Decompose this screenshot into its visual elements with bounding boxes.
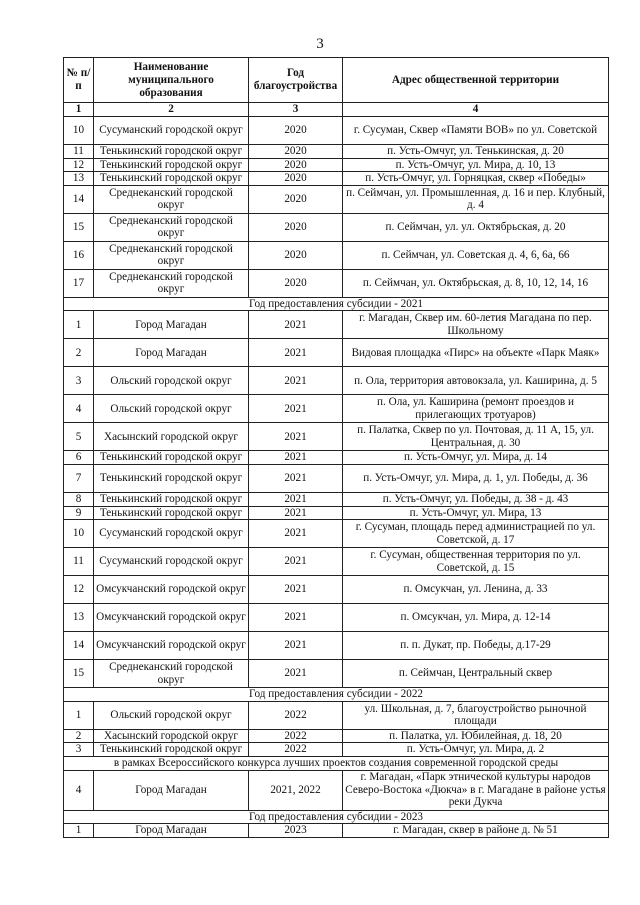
row-number: 4 xyxy=(64,395,94,423)
table-row xyxy=(64,729,609,743)
year-cell: 2020 xyxy=(249,241,343,269)
year-cell: 2021 xyxy=(249,311,343,339)
year-cell: 2021, 2022 xyxy=(249,770,343,810)
year-cell: 2021 xyxy=(249,506,343,520)
address-cell: г. Сусуман, общественная территория по ул. Советской, д. 15 xyxy=(343,548,609,576)
table-row xyxy=(64,269,609,297)
table-row xyxy=(64,506,609,520)
municipality-cell: Сусуманский городской округ xyxy=(94,548,249,576)
municipality-cell: Город Магадан xyxy=(94,824,249,838)
row-number: 14 xyxy=(64,632,94,660)
year-cell: 2021 xyxy=(249,367,343,395)
municipality-cell: Город Магадан xyxy=(94,339,249,367)
table-row xyxy=(64,339,609,367)
section-title: Год предоставления субсидии - 2023 xyxy=(64,810,609,824)
row-number: 6 xyxy=(64,451,94,465)
table-row xyxy=(64,367,609,395)
year-cell: 2020 xyxy=(249,117,343,145)
table-row xyxy=(64,311,609,339)
municipality-cell: Среднеканский городской округ xyxy=(94,185,249,213)
row-number: 12 xyxy=(64,158,94,172)
municipality-cell: Тенькинский городской округ xyxy=(94,451,249,465)
table-row xyxy=(64,604,609,632)
municipality-cell: Омсукчанский городской округ xyxy=(94,604,249,632)
address-cell: г. Магадан, «Парк этнической культуры народов Северо-Востока «Дюкча» в г. Магадане в районе устья реки Дукча xyxy=(343,770,609,810)
municipality-cell: Тенькинский городской округ xyxy=(94,743,249,757)
address-cell: п. Усть-Омчуг, ул. Победы, д. 38 - д. 43 xyxy=(343,492,609,506)
year-cell: 2021 xyxy=(249,464,343,492)
year-cell: 2021 xyxy=(249,339,343,367)
row-number: 13 xyxy=(64,172,94,186)
address-cell: п. Омсукчан, ул. Мира, д. 12-14 xyxy=(343,604,609,632)
table-row xyxy=(64,451,609,465)
table-row xyxy=(64,172,609,186)
address-cell: п. Ола, территория автовокзала, ул. Каширина, д. 5 xyxy=(343,367,609,395)
row-number: 4 xyxy=(64,770,94,810)
address-cell: п. Усть-Омчуг, ул. Мира, д. 10, 13 xyxy=(343,158,609,172)
year-cell: 2021 xyxy=(249,660,343,688)
row-number: 10 xyxy=(64,117,94,145)
municipality-cell: Ольский городской округ xyxy=(94,395,249,423)
table-row xyxy=(64,241,609,269)
table-row xyxy=(64,395,609,423)
table-row xyxy=(64,185,609,213)
address-cell: п. Усть-Омчуг, ул. Мира, 13 xyxy=(343,506,609,520)
address-cell: п. Ола, ул. Каширина (ремонт проездов и прилегающих тротуаров) xyxy=(343,395,609,423)
section-title: Год предоставления субсидии - 2022 xyxy=(64,688,609,702)
section-row xyxy=(64,756,609,770)
section-title: Год предоставления субсидии - 2021 xyxy=(64,297,609,311)
municipality-cell: Омсукчанский городской округ xyxy=(94,632,249,660)
address-cell: г. Магадан, Сквер им. 60-летия Магадана по пер. Школьному xyxy=(343,311,609,339)
year-cell: 2020 xyxy=(249,172,343,186)
year-cell: 2020 xyxy=(249,145,343,159)
col-municipality-header: Наименование муниципального образования xyxy=(94,58,249,103)
table-row xyxy=(64,158,609,172)
municipality-cell: Тенькинский городской округ xyxy=(94,506,249,520)
year-cell: 2021 xyxy=(249,520,343,548)
row-number: 12 xyxy=(64,576,94,604)
row-number: 8 xyxy=(64,492,94,506)
table-row xyxy=(64,117,609,145)
address-cell: Видовая площадка «Пирс» на объекте «Парк Маяк» xyxy=(343,339,609,367)
municipality-cell: Ольский городской округ xyxy=(94,367,249,395)
table-row xyxy=(64,632,609,660)
row-number: 14 xyxy=(64,185,94,213)
municipality-cell: Тенькинский городской округ xyxy=(94,464,249,492)
row-number: 10 xyxy=(64,520,94,548)
section-title: в рамках Всероссийского конкурса лучших проектов создания современной городской среды xyxy=(64,756,609,770)
address-cell: п. Усть-Омчуг, ул. Мира, д. 1, ул. Победы, д. 36 xyxy=(343,464,609,492)
table-row xyxy=(64,576,609,604)
address-cell: п. Усть-Омчуг, ул. Тенькинская, д. 20 xyxy=(343,145,609,159)
year-cell: 2021 xyxy=(249,395,343,423)
table-row xyxy=(64,213,609,241)
municipality-cell: Тенькинский городской округ xyxy=(94,172,249,186)
table-row xyxy=(64,743,609,757)
index-cell: 3 xyxy=(249,103,343,117)
section-row xyxy=(64,810,609,824)
address-cell: п. Палатка, ул. Юбилейная, д. 18, 20 xyxy=(343,729,609,743)
address-cell: г. Сусуман, площадь перед администрацией по ул. Советской, д. 17 xyxy=(343,520,609,548)
row-number: 3 xyxy=(64,367,94,395)
address-cell: п. Омсукчан, ул. Ленина, д. 33 xyxy=(343,576,609,604)
row-number: 9 xyxy=(64,506,94,520)
municipality-cell: Омсукчанский городской округ xyxy=(94,576,249,604)
year-cell: 2021 xyxy=(249,632,343,660)
table-row xyxy=(64,423,609,451)
municipality-cell: Город Магадан xyxy=(94,770,249,810)
table-row xyxy=(64,824,609,838)
municipality-cell: Среднеканский городской округ xyxy=(94,269,249,297)
municipality-cell: Тенькинский городской округ xyxy=(94,492,249,506)
index-cell: 2 xyxy=(94,103,249,117)
row-number: 2 xyxy=(64,729,94,743)
address-cell: п. Сеймчан, Центральный сквер xyxy=(343,660,609,688)
address-cell: п. Палатка, Сквер по ул. Почтовая, д. 11 А, 15, ул. Центральная, д. 30 xyxy=(343,423,609,451)
municipality-cell: Сусуманский городской округ xyxy=(94,117,249,145)
year-cell: 2022 xyxy=(249,743,343,757)
address-cell: п. Усть-Омчуг, ул. Мира, д. 2 xyxy=(343,743,609,757)
row-number: 16 xyxy=(64,241,94,269)
col-address-header: Адрес общественной территории xyxy=(343,58,609,103)
row-number: 2 xyxy=(64,339,94,367)
municipality-cell: Ольский городской округ xyxy=(94,701,249,729)
address-cell: г. Сусуман, Сквер «Памяти ВОВ» по ул. Советской xyxy=(343,117,609,145)
address-cell: п. Усть-Омчуг, ул. Мира, д. 14 xyxy=(343,451,609,465)
table-row xyxy=(64,548,609,576)
address-cell: п. п. Дукат, пр. Победы, д.17-29 xyxy=(343,632,609,660)
table-row xyxy=(64,492,609,506)
year-cell: 2020 xyxy=(249,213,343,241)
col-year-header: Год благоустройства xyxy=(249,58,343,103)
row-number: 3 xyxy=(64,743,94,757)
year-cell: 2020 xyxy=(249,269,343,297)
year-cell: 2022 xyxy=(249,701,343,729)
row-number: 7 xyxy=(64,464,94,492)
municipality-cell: Тенькинский городской округ xyxy=(94,145,249,159)
row-number: 5 xyxy=(64,423,94,451)
year-cell: 2021 xyxy=(249,548,343,576)
municipality-cell: Сусуманский городской округ xyxy=(94,520,249,548)
page-number: 3 xyxy=(316,36,324,52)
row-number: 1 xyxy=(64,824,94,838)
row-number: 17 xyxy=(64,269,94,297)
table-row xyxy=(64,520,609,548)
address-cell: г. Магадан, сквер в районе д. № 51 xyxy=(343,824,609,838)
row-number: 1 xyxy=(64,701,94,729)
year-cell: 2021 xyxy=(249,423,343,451)
address-cell: п. Сеймчан, ул. Промышленная, д. 16 и пер. Клубный, д. 4 xyxy=(343,185,609,213)
year-cell: 2021 xyxy=(249,604,343,632)
year-cell: 2020 xyxy=(249,185,343,213)
year-cell: 2022 xyxy=(249,729,343,743)
year-cell: 2021 xyxy=(249,576,343,604)
address-cell: ул. Школьная, д. 7, благоустройство рыночной площади xyxy=(343,701,609,729)
municipality-cell: Хасынский городской округ xyxy=(94,729,249,743)
row-number: 15 xyxy=(64,213,94,241)
municipality-cell: Среднеканский городской округ xyxy=(94,660,249,688)
index-cell: 1 xyxy=(64,103,94,117)
row-number: 11 xyxy=(64,145,94,159)
address-cell: п. Сеймчан, ул. Октябрьская, д. 8, 10, 12, 14, 16 xyxy=(343,269,609,297)
address-cell: п. Усть-Омчуг, ул. Горняцкая, сквер «Победы» xyxy=(343,172,609,186)
municipality-cell: Хасынский городской округ xyxy=(94,423,249,451)
year-cell: 2021 xyxy=(249,451,343,465)
territories-table xyxy=(63,57,609,838)
address-cell: п. Сеймчан, ул. ул. Октябрьская, д. 20 xyxy=(343,213,609,241)
row-number: 13 xyxy=(64,604,94,632)
col-number-header: № п/п xyxy=(64,58,94,103)
municipality-cell: Тенькинский городской округ xyxy=(94,158,249,172)
table-row xyxy=(64,701,609,729)
year-cell: 2021 xyxy=(249,492,343,506)
table-row xyxy=(64,464,609,492)
index-cell: 4 xyxy=(343,103,609,117)
municipality-cell: Среднеканский городской округ xyxy=(94,241,249,269)
section-row xyxy=(64,297,609,311)
municipality-cell: Город Магадан xyxy=(94,311,249,339)
row-number: 1 xyxy=(64,311,94,339)
table-row xyxy=(64,770,609,810)
index-row xyxy=(64,103,609,117)
table-row xyxy=(64,660,609,688)
year-cell: 2020 xyxy=(249,158,343,172)
address-cell: п. Сеймчан, ул. Советская д. 4, 6, 6а, 66 xyxy=(343,241,609,269)
table-row xyxy=(64,145,609,159)
header-row xyxy=(64,58,609,103)
row-number: 11 xyxy=(64,548,94,576)
municipality-cell: Среднеканский городской округ xyxy=(94,213,249,241)
row-number: 15 xyxy=(64,660,94,688)
year-cell: 2023 xyxy=(249,824,343,838)
section-row xyxy=(64,688,609,702)
